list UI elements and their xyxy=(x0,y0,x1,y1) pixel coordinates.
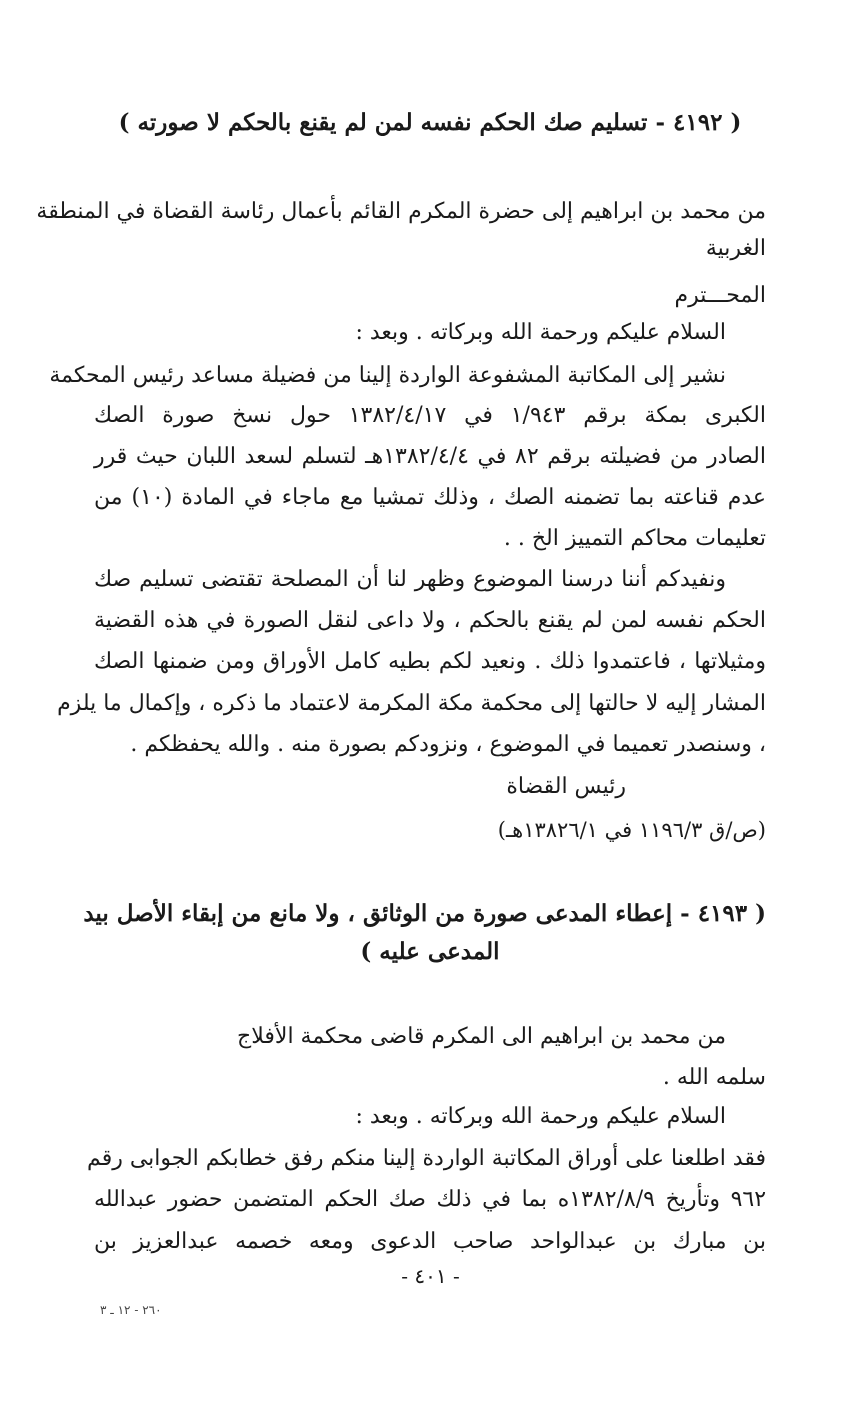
body-line: ٩٦٢ وتأريخ ١٣٨٢/٨/٩ه بما في ذلك صك الحكم المتضمن حضور عبدالله xyxy=(94,1187,767,1212)
body-line: المشار إليه لا حالتها إلى محكمة مكة المكرمة لاعتماد ما ذكره ، وإكمال ما يلزم xyxy=(57,691,766,716)
body-line: ونفيدكم أننا درسنا الموضوع وظهر لنا أن المصلحة تقتضى تسليم صك xyxy=(94,567,726,592)
address-line: من محمد بن ابراهيم الى المكرم قاضى محكمة الأفلاج xyxy=(237,1024,726,1049)
signature: رئيس القضاة xyxy=(506,774,626,799)
body-line: الكبرى بمكة برقم ١/٩٤٣ في ١٣٨٢/٤/١٧ حول نسخ صورة الصك xyxy=(94,403,766,428)
honorific: المحـــترم xyxy=(674,283,766,308)
body-line: ومثيلاتها ، فاعتمدوا ذلك . ونعيد لكم بطيه كامل الأوراق ومن ضمنها الصك xyxy=(94,649,766,674)
section-4193-title: المدعى عليه ) xyxy=(360,938,500,965)
body-line: الصادر من فضيلته برقم ٨٢ في ١٣٨٢/٤/٤هـ لتسلم لسعد اللبان حيث قرر xyxy=(94,444,766,469)
greeting: السلام عليكم ورحمة الله وبركاته . وبعد : xyxy=(355,1104,726,1129)
greeting: السلام عليكم ورحمة الله وبركاته . وبعد : xyxy=(355,320,726,345)
body-line: فقد اطلعنا على أوراق المكاتبة الواردة إلينا منكم رفق خطابكم الجوابى رقم xyxy=(87,1146,766,1171)
body-line: بن مبارك بن عبدالواحد صاحب الدعوى ومعه خصمه عبدالعزيز بن xyxy=(94,1229,766,1254)
address-line: الغربية xyxy=(705,236,766,261)
section-4193-title: ( ٤١٩٣ - إعطاء المدعى صورة من الوثائق ، ولا مانع من إبقاء الأصل بيد xyxy=(83,900,766,927)
print-mark: ٢٦٠ - ١٢ ـ ٣ xyxy=(100,1303,162,1317)
body-line: الحكم نفسه لمن لم يقنع بالحكم ، ولا داعى لنقل الصورة في هذه القضية xyxy=(94,608,766,633)
body-line: ، وسنصدر تعميما في الموضوع ، ونزودكم بصورة منه . والله يحفظكم . xyxy=(130,732,766,757)
document-reference: (ص/ق ١١٩٦/٣ في ١٣٨٢٦/١هـ) xyxy=(497,818,766,842)
body-line: تعليمات محاكم التمييز الخ . . xyxy=(503,526,766,551)
address-line: سلمه الله . xyxy=(662,1065,766,1090)
section-4192-title: ( ٤١٩٢ - تسليم صك الحكم نفسه لمن لم يقنع بالحكم لا صورته ) xyxy=(118,109,742,136)
body-line: عدم قناعته بما تضمنه الصك ، وذلك تمشيا مع ماجاء في المادة (١٠) من xyxy=(94,485,767,510)
address-line: من محمد بن ابراهيم إلى حضرة المكرم القائم بأعمال رئاسة القضاة في المنطقة xyxy=(36,199,766,224)
body-line: نشير إلى المكاتبة المشفوعة الواردة إلينا من فضيلة مساعد رئيس المحكمة xyxy=(49,363,726,388)
page-number: - ٤٠١ - xyxy=(401,1264,460,1288)
